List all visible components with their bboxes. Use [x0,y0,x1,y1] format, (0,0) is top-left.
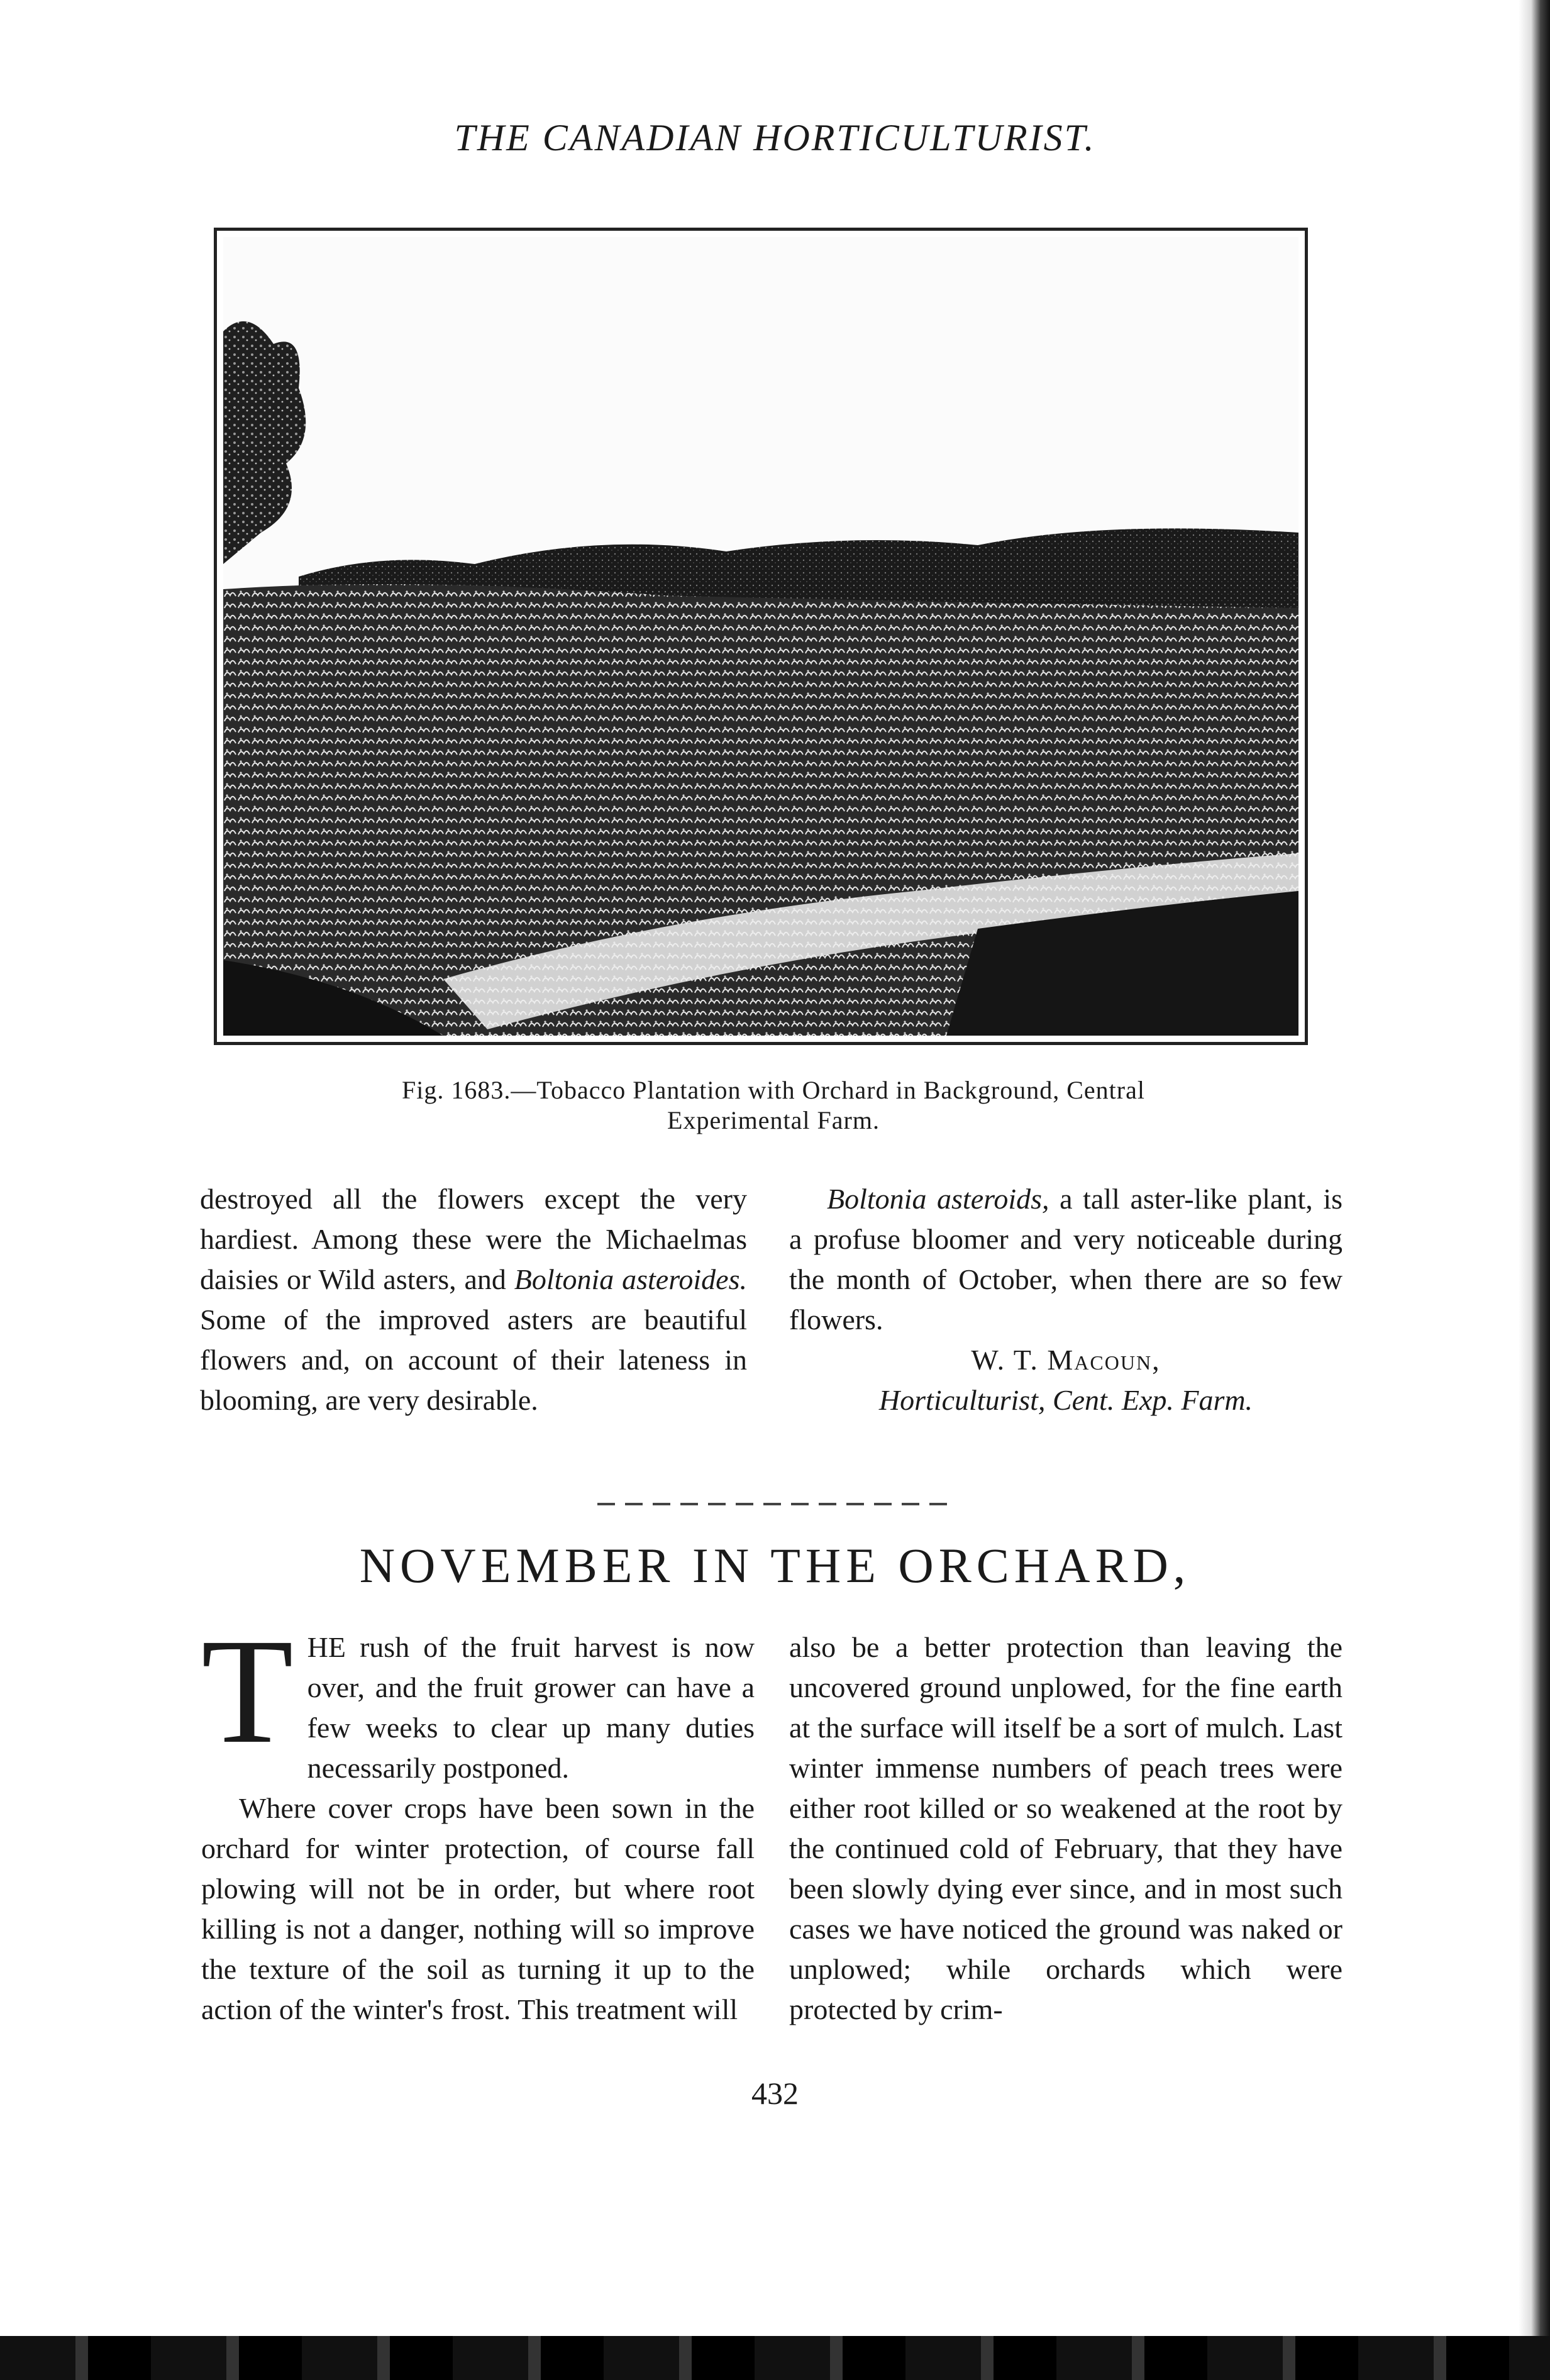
drop-cap: T [201,1607,294,1774]
paragraph-continued: also be a better protection than leaving the uncovered ground unplowed, for the fine earth at the surface will itself be a sort of mulch. Last winter immense numbers of peach trees were either root killed or so weakened at the root by the continued cold of February, that they have been slowly dying ever since, and in most such cases we have noticed the ground was naked or unplowed; while orchards which were protected by crim- [789,1631,1342,2025]
section-divider [597,1503,949,1505]
bottom-left-column [201,1607,755,2030]
halftone-photo [223,237,1298,1036]
paragraph-2: Where cover crops have been sown in the orchard for winter protection, of course fall plowing will not be in order, but where root killing is not a danger, nothing will so improve the texture of the soil as turning it up to the action of the winter's frost. This treatment will [201,1792,755,2025]
author-title: Horticulturist, Cent. Exp. Farm. [878,1384,1253,1416]
text-run: destroyed all the flowers except the very hardiest. Among these were the Michaelmas daisies or Wild asters, and [200,1183,747,1295]
italic-plant-name: Boltonia asteroides. [514,1263,747,1295]
bottom-right-column [789,1627,1342,2030]
caption-line-1: Fig. 1683.—Tobacco Plantation with Orchard in Background, Central [402,1076,1145,1104]
page-number: 432 [751,2076,799,2111]
text-run: a tall aster-like plant, is a profuse bloomer and very noticeable during the month of October, when there are so few flowers. [789,1183,1343,1336]
top-right-column [789,1179,1342,1420]
italic-plant-name: Boltonia asteroids, [827,1183,1049,1215]
caption-line-2: Experimental Farm. [667,1106,880,1134]
top-left-column [200,1179,747,1420]
author-name: W. T. Macoun, [971,1344,1161,1376]
figure-tobacco-plantation-photo [214,228,1308,1045]
scan-edge-bottom [0,2336,1550,2380]
figure-caption [189,1075,1358,1136]
text-run: Some of the improved asters are beautiful flowers and, on account of their lateness in blooming, are very desirable. [200,1303,747,1416]
section-title: NOVEMBER IN THE ORCHARD, [359,1538,1191,1593]
scan-edge-right [1519,0,1550,2380]
running-head: THE CANADIAN HORTICULTURIST. [454,117,1096,158]
paragraph-1: HE rush of the fruit harvest is now over, and the fruit grower can have a few weeks to clear up many duties necessarily postponed. [307,1631,755,1784]
